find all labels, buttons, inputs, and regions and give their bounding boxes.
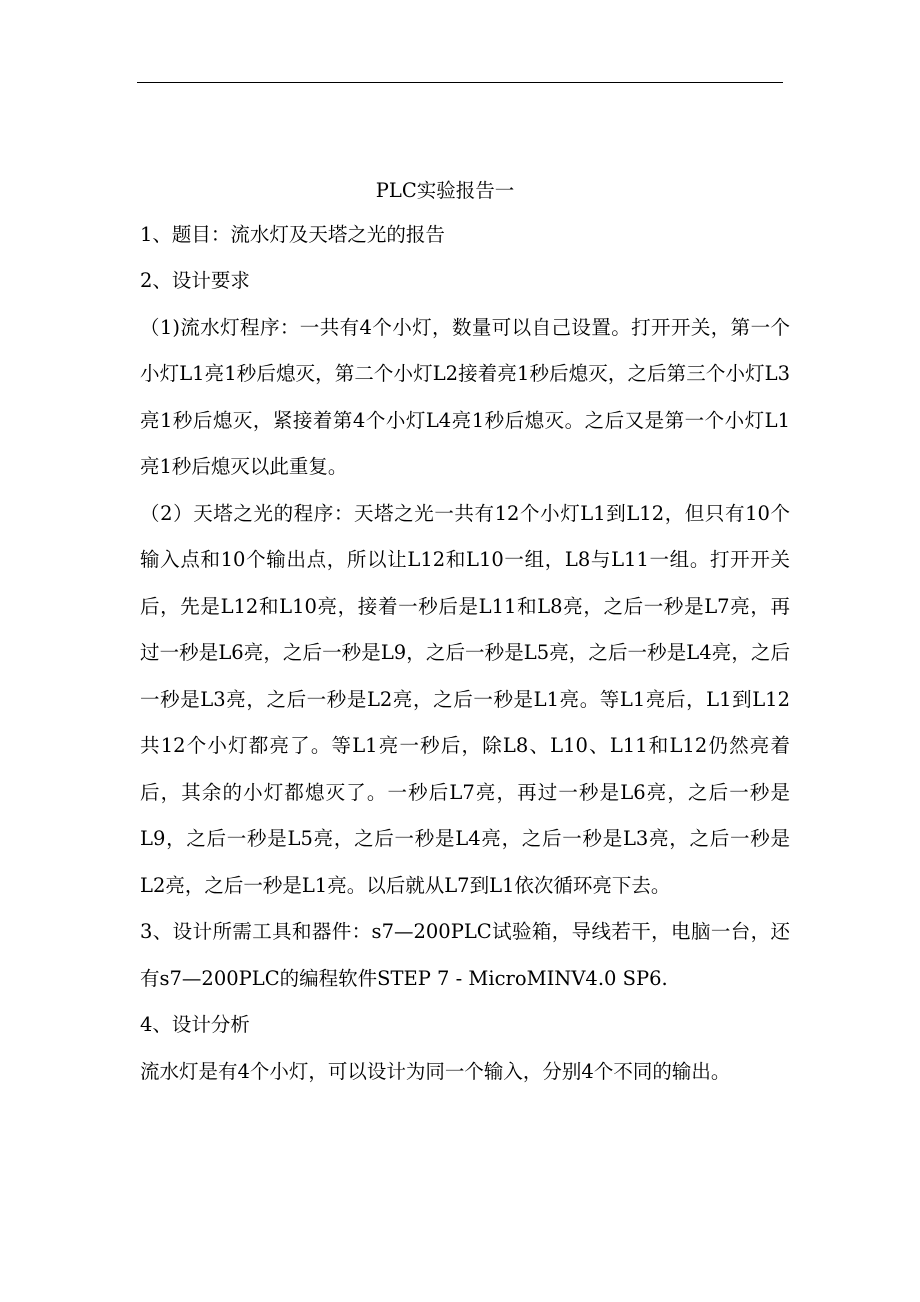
paragraph-analysis-heading: 4、设计分析 [140, 1013, 250, 1036]
document-body [140, 168, 790, 1095]
paragraph-tower-light: （2）天塔之光的程序：天塔之光一共有12个小灯L1到L12，但只有10个输入点和10个输出点，所以让L12和L10一组，L8与L11一组。打开开关后，先是L12和L10亮，接着一秒后是L11和L8亮，之后一秒是L7亮，再过一秒是L6亮，之后一秒是L9，之后一秒是L5亮，之后一秒是L4亮，之后一秒是L3亮，之后一秒是L2亮，之后一秒是L1亮。等L1亮后，L1到L12共12个小灯都亮了。等L1亮一秒后，除L8、L10、L11和L12仍然亮着后，其余的小灯都熄灭了。一秒后L7亮，再过一秒是L6亮，之后一秒是L9，之后一秒是L5亮，之后一秒是L4亮，之后一秒是L3亮，之后一秒是L2亮，之后一秒是L1亮。以后就从L7到L1依次循环亮下去。 [140, 501, 790, 897]
header-rule [137, 82, 783, 83]
document-title: PLC实验报告一 [375, 179, 515, 202]
paragraph-tools: 3、设计所需工具和器件：s7—200PLC试验箱，导线若干，电脑一台，还有s7—200PLC的编程软件STEP 7 - MicroMINV4.0 SP6. [140, 920, 790, 990]
paragraph-analysis: 流水灯是有4个小灯，可以设计为同一个输入，分别4个不同的输出。 [140, 1059, 731, 1083]
paragraph-topic: 1、题目：流水灯及天塔之光的报告 [140, 222, 445, 246]
paragraph-flowing-light: （1)流水灯程序：一共有4个小灯，数量可以自己设置。打开开关，第一个小灯L1亮1秒后熄灭，第二个小灯L2接着亮1秒后熄灭，之后第三个小灯L3亮1秒后熄灭，紧接着第4个小灯L4亮1秒后熄灭。之后又是第一个小灯L1亮1秒后熄灭以此重复。 [140, 315, 790, 478]
paragraph-requirements-heading: 2、设计要求 [140, 269, 250, 292]
